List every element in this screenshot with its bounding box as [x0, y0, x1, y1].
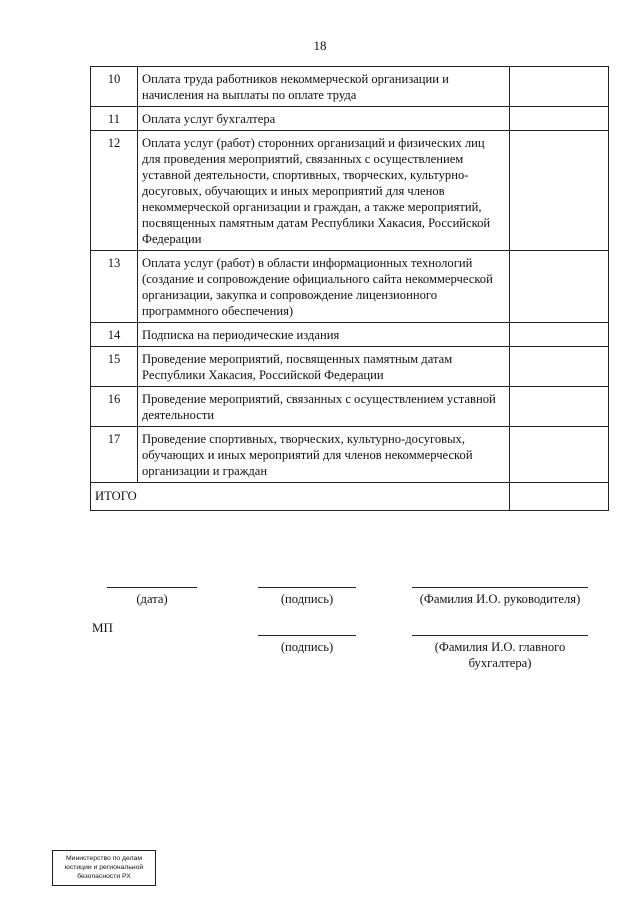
row-amount [510, 387, 609, 427]
row-description: Подписка на периодические издания [138, 323, 510, 347]
row-number: 16 [91, 387, 138, 427]
row-description: Проведение мероприятий, связанных с осуществлением уставной деятельности [138, 387, 510, 427]
total-row [91, 483, 609, 511]
row-description: Проведение мероприятий, посвященных памятным датам Республики Хакасия, Российской Федерации [138, 347, 510, 387]
row-description: Оплата услуг (работ) в области информационных технологий (создание и сопровождение официального сайта некоммерческой организации, закупка и сопровождение лицензионного программного обеспечения) [138, 251, 510, 323]
table-row [91, 251, 609, 323]
date-label: (дата) [136, 592, 168, 606]
head-name-line [412, 587, 588, 588]
row-amount [510, 131, 609, 251]
accountant-name-line [412, 635, 588, 636]
row-number: 11 [91, 107, 138, 131]
signature-line-1 [258, 587, 356, 588]
row-number: 12 [91, 131, 138, 251]
table-row [91, 131, 609, 251]
row-description: Оплата услуг бухгалтера [138, 107, 510, 131]
table-row [91, 427, 609, 483]
row-number: 10 [91, 67, 138, 107]
seal-placeholder-label: МП [92, 620, 113, 635]
row-description: Оплата труда работников некоммерческой организации и начисления на выплаты по оплате труда [138, 67, 510, 107]
row-amount [510, 427, 609, 483]
signature-line-2 [258, 635, 356, 636]
table-row [91, 323, 609, 347]
ministry-stamp: Министерство по делам юстиции и региональной безопасности РХ [52, 850, 156, 886]
date-line [107, 587, 197, 588]
signature-label-1: (подпись) [280, 592, 334, 606]
head-name-label: (Фамилия И.О. руководителя) [419, 592, 581, 606]
total-label: ИТОГО [91, 483, 510, 511]
table-row [91, 67, 609, 107]
row-description: Проведение спортивных, творческих, культурно-досуговых, обучающих и иных мероприятий для членов некоммерческой организации и граждан [138, 427, 510, 483]
row-number: 15 [91, 347, 138, 387]
signature-label-2: (подпись) [280, 640, 334, 654]
row-number: 17 [91, 427, 138, 483]
row-amount [510, 323, 609, 347]
accountant-name-label: (Фамилия И.О. главного бухгалтера) [434, 640, 566, 670]
total-amount [510, 483, 609, 511]
table-row [91, 347, 609, 387]
page-number: 18 [313, 38, 327, 53]
row-amount [510, 67, 609, 107]
row-amount [510, 107, 609, 131]
row-amount [510, 347, 609, 387]
row-number: 14 [91, 323, 138, 347]
table-row [91, 387, 609, 427]
row-number: 13 [91, 251, 138, 323]
row-description: Оплата услуг (работ) сторонних организаций и физических лиц для проведения мероприятий, связанных с осуществлением уставной деятельности, спортивных, творческих, культурно-досуговых, обучающих и иных мероприятий для членов некоммерческой организации и граждан, а также мероприятий, посвященных памятным датам Республики Хакасия, Российской Федерации [138, 131, 510, 251]
expense-table [90, 66, 609, 511]
row-amount [510, 251, 609, 323]
table-row [91, 107, 609, 131]
